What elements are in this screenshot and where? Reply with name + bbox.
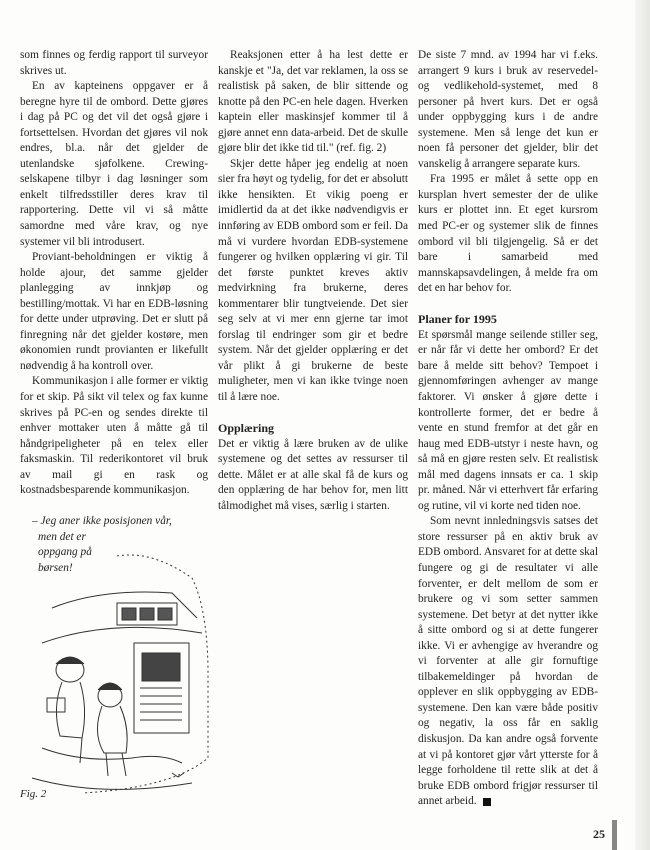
quote-line: – Jeg aner ikke posisjonen vår, [32, 515, 172, 528]
section-heading: Opplæring [218, 421, 275, 436]
quote-line: men det er [38, 530, 86, 543]
paragraph: som finnes og ferdig rapport til surveyor skrives ut. [20, 49, 208, 77]
page-number: 25 [593, 827, 605, 841]
cartoon-illustration [22, 548, 210, 810]
paragraph: Skjer dette håper jeg endelig at noen sier fra høyt og tydelig, for det er absolutt ikke hensikten. Et vikig poeng er imidlertid da at det ikke nødvendigvis er innføring av EDB ombord som er feil. Da må vi vurdere hvordan EDB-systemene fungerer og hvilken opplæring vi gir. Til det første punktet kreves aktiv medvirkning fra brukerne, deres kommentarer blir tungtveiende. Det sier seg selv at vi mer enn gjerne tar imot forslag til endringer som gir et bedre system. Når det gjelder opplæring er det vår plikt å gi brukerne de beste muligheter, men vi kan ikke tvinge noen til å lære noe. [218, 157, 408, 404]
paragraph: Et spørsmål mange seilende stiller seg, er når får vi dette her ombord? Er det bare å melde sitt behov? Tempoet i gjennomføringen avhenger av mange faktorer. Vi ønsker å gjøre dette i kontrollerte former, det er bedre å vente en stund fremfor at det går en haug med EDB-utstyr i neste havn, og så må en gjøre resten selv. Et realistisk mål med dagens innsats er ca. 1 skip pr. måned. Når vi etterhvert får erfaring og rutine, vil vi korte ned tiden noe. [418, 328, 598, 512]
paragraph: En av kapteinens oppgaver er å beregne hyre til de ombord. Dette gjøres i dag på PC og det vil det også gjøre i fortsettelsen. Hvordan det gjøres vil nok endres, bl.a. når det gjelder de utenlandske sjøfolkene. Crewing-selskapene tilbyr i dag løsninger som enkelt tilfredsstiller deres krav til rapportering. Dette vil vi så måtte samordne med våre krav, og nye systemer vil bli introdusert. [20, 80, 208, 248]
paragraph: Proviant-beholdningen er viktig å holde ajour, det samme gjelder planlegging av innkjøp og bestilling/mottak. Vi har en EDB-løsning for dette under utprøving. Det er slutt på finregning når det gjelder kostøre, men økonomien rundt provianten er likefullt nødvendig å ha kontroll over. [20, 251, 208, 372]
paragraph: Det er viktig å lære bruken av de ulike systemene og det settes av ressurser til dette. Målet er at alle skal få de kurs og den opplæring de har behov for, men litt tålmodighet må vises, særlig i starten. [218, 437, 408, 512]
paragraph: Kommunikasjon i alle former er viktig for et skip. På sikt vil telex og fax kunne skrives på PC-en og sendes direkte til enhver mottaker uten å måtte gå til håndgripeligheter på en telex eller faksmaskin. Til rederikontoret vil bruk av mail gi en rask og kostnadsbesparende kommunikasjon. [20, 375, 208, 497]
paragraph-text: Som nevnt innledningsvis satses det store ressurser på en aktiv bruk av EDB ombord. Ansvaret for at dette skal fungere og gi de resultater vi alle forventer, er delt mellom de som er brukere og vi som setter sammen systemene. Det betyr at det nytter ikke å sitte ombord og si at dette fungerer ikke. Vi er avhengige av hverandre og vi forventer at alle gir fornuftige tilbakemeldinger på hvordan de opplever en slik oppbygging av EDB-systemene. Den kan være både positiv og negativ, la oss får en saklig diskusjon. Da kan andre også forvente at vi på kontoret gjør vårt ytterste for å legge forholdene til rette slik at det å bruke EDB ombord frigjør ressurser til annet arbeid. [418, 515, 598, 808]
paragraph [418, 514, 598, 809]
column-1 [20, 48, 208, 577]
column-3 [418, 48, 598, 810]
page-edge-bar [612, 820, 617, 850]
figure-caption: Fig. 2 [20, 788, 47, 800]
section-heading: Planer for 1995 [418, 312, 497, 327]
paragraph: De siste 7 mnd. av 1994 har vi f.eks. arrangert 9 kurs i bruk av reservedel- og vedlikehold-systemet, med 8 personer på hvert kurs. Det er også under oppbygging kurs i de andre systemene. Men så lenge det kun er noen få personer det gjelder, blir det vanskelig å arrangere separate kurs. [418, 49, 598, 170]
paragraph: Reaksjonen etter å ha lest dette er kanskje et "Ja, det var reklamen, la oss se realistisk på saken, de blir sittende og knotte på den PC-en hele dagen. Hverken kaptein eller maskinsjef kommer til å gjøre annet enn data-arbeid. Det de skulle gjøre blir det ikke tid til." (ref. fig. 2) [218, 49, 408, 155]
column-2 [218, 48, 408, 514]
quote-line: oppgang på [38, 546, 92, 559]
page-gutter-shadow [635, 0, 650, 850]
quote-line: børsen! [38, 562, 73, 574]
end-of-article-mark [483, 798, 491, 806]
paragraph: Fra 1995 er målet å sette opp en kursplan hvert semester der de ulike kurs er plottet inn. Et eget kursrom med PC-er og systemer slik de finnes ombord vil bli tilgjengelig. Så er det bare i samarbeid med mannskapsavdelingen, å melde fra om det en har behov for. [418, 173, 598, 295]
